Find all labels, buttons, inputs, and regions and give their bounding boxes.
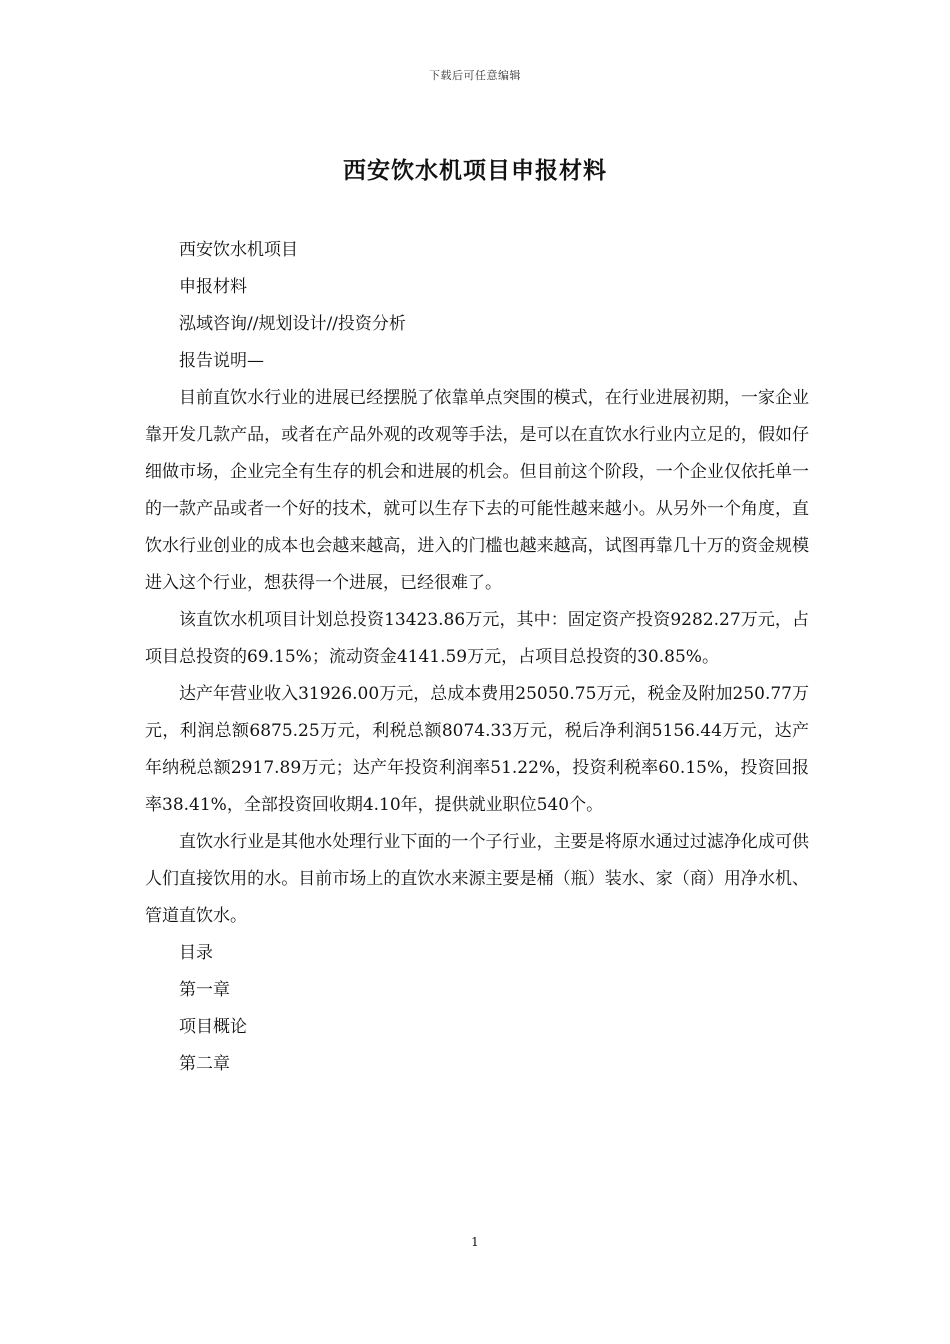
toc-chapter-1-title: 项目概论 <box>179 1017 247 1037</box>
paragraph-project-name: 西安饮水机项目 <box>179 240 298 260</box>
paragraph-industry-background: 目前直饮水行业的进展已经摆脱了依靠单点突围的模式，在行业进展初期，一家企业靠开发几款产品，或者在产品外观的改观等手法，是可以在直饮水行业内立足的，假如仔细做市场，企业完全有生存的机会和进展的机会。但目前这个阶段，一个企业仅依托单一的一款产品或者一个好的技术，就可以生存下去的可能性越来越小。从另外一个角度，直饮水行业创业的成本也会越来越高，进入的门槛也越来越高，试图再靠几十万的资金规模进入这个行业，想获得一个进展，已经很难了。 <box>145 388 809 593</box>
paragraph-financials: 达产年营业收入31926.00万元，总成本费用25050.75万元，税金及附加250.77万元，利润总额6875.25万元，利税总额8074.33万元，税后净利润5156.44万元，达产年纳税总额2917.89万元；达产年投资利润率51.22%，投资利税率60.15%，投资回报率38.41%，全部投资回收期4.10年，提供就业职位540个。 <box>145 684 809 815</box>
paragraph-consultant: 泓域咨询//规划设计//投资分析 <box>179 314 406 334</box>
document-body <box>145 232 809 1083</box>
paragraph-industry-definition: 直饮水行业是其他水处理行业下面的一个子行业，主要是将原水通过过滤净化成可供人们直接饮用的水。目前市场上的直饮水来源主要是桶（瓶）装水、家（商）用净水机、管道直饮水。 <box>145 832 809 926</box>
paragraph-investment: 该直饮水机项目计划总投资13423.86万元，其中：固定资产投资9282.27万元，占项目总投资的69.15%；流动资金4141.59万元，占项目总投资的30.85%。 <box>145 610 809 667</box>
toc-chapter-1: 第一章 <box>179 980 230 1000</box>
header-note: 下载后可任意编辑 <box>429 69 521 82</box>
paragraph-report-note: 报告说明— <box>179 351 264 371</box>
toc-heading: 目录 <box>179 943 213 963</box>
document-title: 西安饮水机项目申报材料 <box>343 157 607 184</box>
toc-chapter-2: 第二章 <box>179 1054 230 1074</box>
page-number: 1 <box>471 1235 479 1249</box>
paragraph-material-type: 申报材料 <box>179 277 247 297</box>
